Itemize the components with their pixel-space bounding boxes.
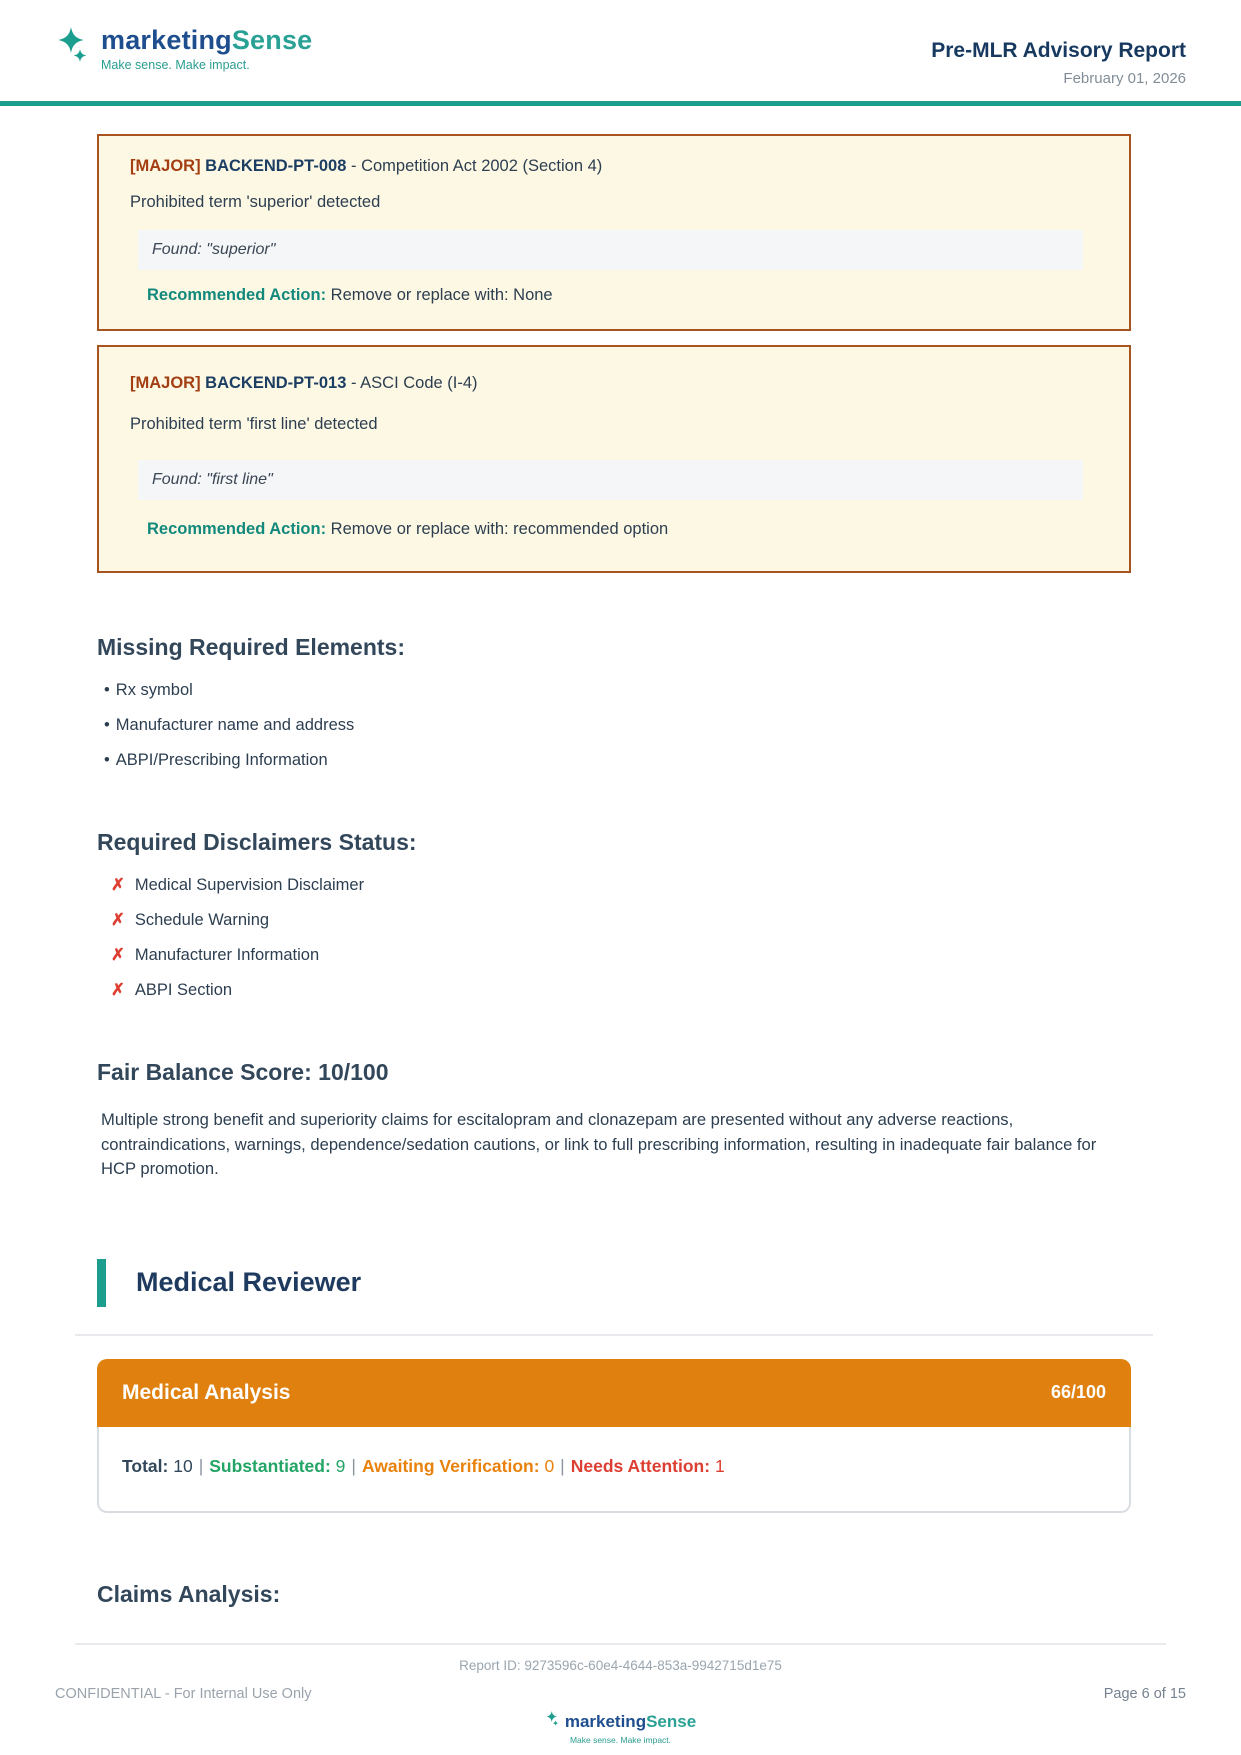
pipe-separator: | bbox=[351, 1455, 356, 1476]
bullet-icon: • bbox=[104, 751, 110, 769]
report-date: February 01, 2026 bbox=[1063, 70, 1186, 87]
section-divider bbox=[75, 1334, 1153, 1336]
sparkle-icon bbox=[545, 1710, 561, 1734]
pipe-separator: | bbox=[198, 1455, 204, 1476]
stat-substantiated: Substantiated: 9 bbox=[209, 1455, 346, 1476]
confidential-label: CONFIDENTIAL - For Internal Use Only bbox=[55, 1686, 312, 1702]
finding-card-2 bbox=[97, 345, 1131, 573]
action-text: Remove or replace with: recommended option bbox=[330, 520, 669, 538]
list-item: • Rx symbol bbox=[104, 681, 193, 699]
card-header bbox=[97, 1359, 1131, 1427]
finding-regulation: Competition Act 2002 (Section 4) bbox=[361, 157, 603, 175]
report-id: Report ID: 9273596c-60e4-4644-853a-9942715d1e75 bbox=[459, 1658, 782, 1673]
action-text: Remove or replace with: None bbox=[330, 286, 553, 304]
finding-code: BACKEND-PT-008 bbox=[205, 157, 347, 175]
stat-needs-attention: Needs Attention: 1 bbox=[570, 1455, 725, 1476]
finding-action bbox=[130, 286, 1099, 305]
brand-tagline: Make sense. Make impact. bbox=[569, 1735, 672, 1745]
stat-awaiting: Awaiting Verification: 0 bbox=[361, 1455, 555, 1476]
dash-separator: - bbox=[350, 157, 357, 175]
medical-analysis-card bbox=[97, 1359, 1131, 1513]
brand-name: marketingSense bbox=[101, 25, 313, 55]
report-title: Pre-MLR Advisory Report bbox=[931, 39, 1186, 62]
fair-balance-text: Multiple strong benefit and superiority claims for escitalopram and clonazepam are presented without any adverse reactions, contraindications, warnings, dependence/sedation cautions, or link to full prescribing information, resulting in inadequate fair balance for HCP promotion. bbox=[101, 1110, 1097, 1178]
finding-code: BACKEND-PT-013 bbox=[205, 374, 347, 392]
missing-elements-list bbox=[97, 681, 1131, 770]
bullet-icon: • bbox=[104, 716, 110, 734]
card-title: Medical Analysis bbox=[122, 1380, 291, 1404]
finding-description: Prohibited term 'first line' detected bbox=[130, 415, 378, 433]
section-accent-bar bbox=[97, 1259, 106, 1307]
footer-divider bbox=[75, 1643, 1166, 1645]
disclaimers-list bbox=[97, 875, 1131, 1000]
brand-tagline: Make sense. Make impact. bbox=[101, 58, 250, 72]
footer-brand-logo bbox=[0, 1710, 1241, 1748]
action-label: Recommended Action: bbox=[147, 286, 327, 304]
finding-card-1 bbox=[97, 134, 1131, 331]
severity-badge: [MAJOR] bbox=[130, 374, 201, 392]
fair-balance-heading: Fair Balance Score: 10/100 bbox=[97, 1059, 389, 1085]
finding-action bbox=[130, 520, 1099, 539]
page-footer bbox=[0, 1643, 1241, 1748]
disclaimers-heading: Required Disclaimers Status: bbox=[97, 829, 417, 855]
page-header bbox=[0, 0, 1241, 106]
severity-badge: [MAJOR] bbox=[130, 157, 201, 175]
pipe-separator: | bbox=[560, 1455, 565, 1476]
dash-separator: - bbox=[350, 374, 357, 392]
card-score: 66/100 bbox=[1050, 1382, 1106, 1402]
sparkle-icon bbox=[55, 25, 93, 74]
cross-icon: ✗ bbox=[111, 911, 125, 929]
list-item: • Manufacturer name and address bbox=[104, 716, 355, 734]
bullet-icon: • bbox=[104, 681, 110, 699]
cross-icon: ✗ bbox=[111, 981, 125, 999]
claims-analysis-heading: Claims Analysis: bbox=[97, 1580, 281, 1607]
cross-icon: ✗ bbox=[111, 946, 125, 964]
list-item: ✗ ABPI Section bbox=[111, 981, 233, 999]
page-number: Page 6 of 15 bbox=[1103, 1686, 1186, 1702]
brand-name: marketingSense bbox=[564, 1712, 697, 1731]
finding-found-text: Found: "superior" bbox=[138, 230, 1083, 270]
list-item: ✗ Medical Supervision Disclaimer bbox=[111, 876, 365, 894]
card-stats bbox=[97, 1427, 1131, 1513]
medical-reviewer-section-heading bbox=[97, 1259, 1131, 1307]
section-title: Medical Reviewer bbox=[136, 1267, 362, 1297]
list-item: ✗ Schedule Warning bbox=[111, 911, 270, 929]
cross-icon: ✗ bbox=[111, 876, 125, 894]
finding-found-text: Found: "first line" bbox=[138, 460, 1083, 500]
finding-regulation: ASCI Code (I-4) bbox=[360, 374, 478, 392]
brand-logo bbox=[55, 25, 312, 74]
list-item: ✗ Manufacturer Information bbox=[111, 946, 320, 964]
action-label: Recommended Action: bbox=[147, 520, 327, 538]
finding-description: Prohibited term 'superior' detected bbox=[130, 193, 381, 211]
missing-elements-heading: Missing Required Elements: bbox=[97, 634, 406, 660]
stat-total: Total: 10 bbox=[122, 1455, 193, 1476]
finding-title bbox=[130, 374, 1099, 393]
list-item: • ABPI/Prescribing Information bbox=[104, 751, 328, 769]
finding-title bbox=[130, 157, 1099, 176]
